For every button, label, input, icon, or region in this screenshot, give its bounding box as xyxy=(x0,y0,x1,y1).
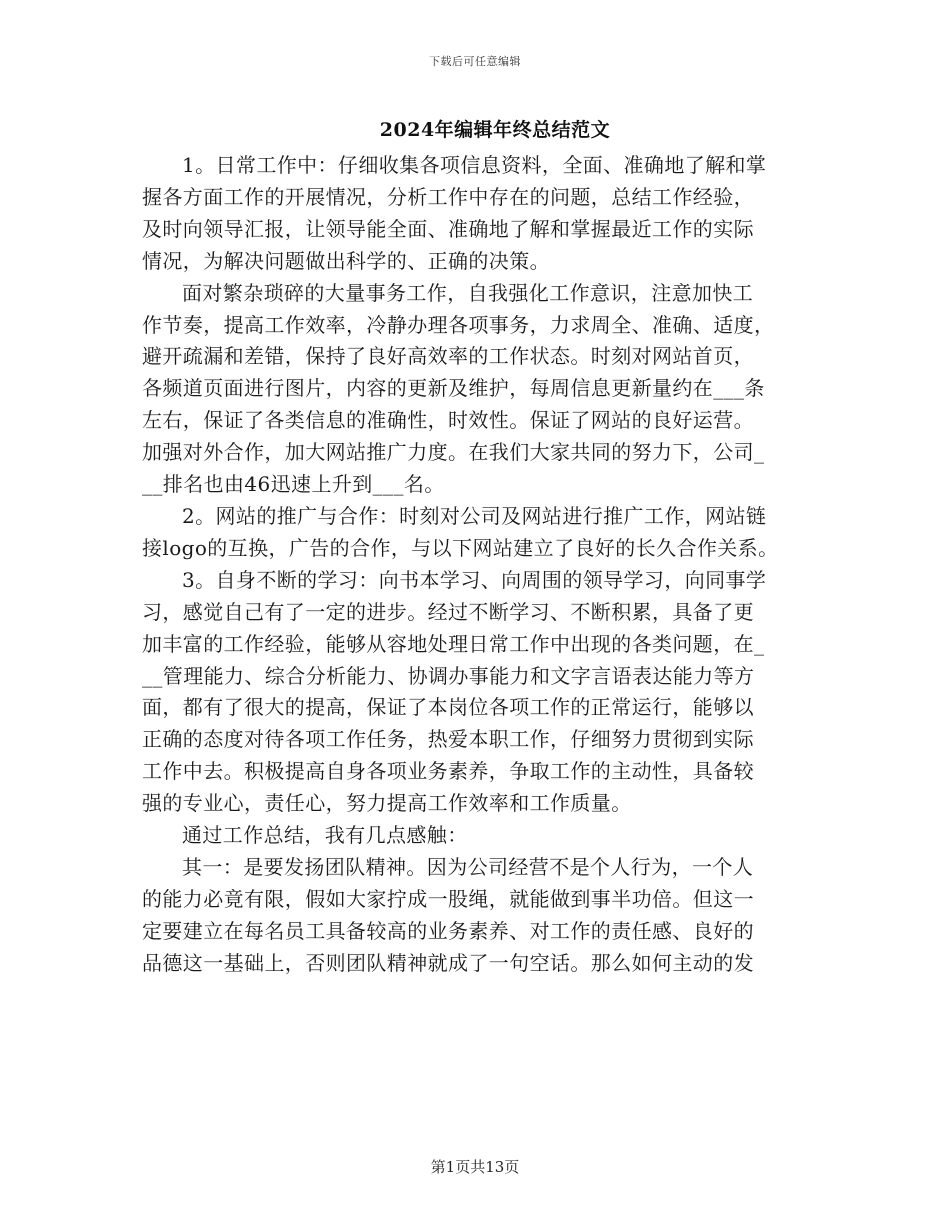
document-body xyxy=(142,150,810,980)
paragraph-workload: 面对繁杂琐碎的大量事务工作，自我强化工作意识，注意加快工 作节奏，提高工作效率，冷静办理各项事务，力求周全、准确、适度， 避开疏漏和差错，保持了良好高效率的工作状态。时刻对网站首页， 各频道页面进行图片，内容的更新及维护，每周信息更新量约在___条 左右，保证了各类信息的准确性，时效性。保证了网站的良好运营。 加强对外合作，加大网站推广力度。在我们大家共同的努力下，公司_ __排名也由46迅速上升到___名。 xyxy=(142,280,775,497)
paragraph-daily-work: 1。日常工作中：仔细收集各项信息资料，全面、准确地了解和掌 握各方面工作的开展情况，分析工作中存在的问题，总结工作经验， 及时向领导汇报，让领导能全面、准确地了解和掌握最近工作的实际 情况，为解决问题做出科学的、正确的决策。 xyxy=(142,153,767,273)
header-note: 下载后可任意编辑 xyxy=(429,55,521,68)
document-title: 2024年编辑年终总结范文 xyxy=(379,119,611,141)
paragraph-team-spirit: 其一：是要发扬团队精神。因为公司经营不是个人行为，一个人 的能力必竟有限，假如大家拧成一股绳，就能做到事半功倍。但这一 定要建立在每名员工具备较高的业务素养、对工作的责任感、良好的 品德这一基础上，否则团队精神就成了一句空话。那么如何主动的发 xyxy=(142,854,754,975)
paragraph-learning: 3。自身不断的学习：向书本学习、向周围的领导学习，向同事学 习，感觉自己有了一定的进步。经过不断学习、不断积累，具备了更 加丰富的工作经验，能够从容地处理日常工作中出现的各类问题，在_ __管理能力、综合分析能力、协调办事能力和文字言语表达能力等方 面，都有了很大的提高，保证了本岗位各项工作的正常运行，能够以 正确的态度对待各项工作任务，热爱本职工作，仔细努力贯彻到实际 工作中去。积极提高自身各项业务素养，争取工作的主动性，具备较 强的专业心，责任心，努力提高工作效率和工作质量。 xyxy=(142,567,767,816)
page-number: 第1页共13页 xyxy=(430,1158,520,1176)
paragraph-promotion: 2。网站的推广与合作：时刻对公司及网站进行推广工作，网站链 接logo的互换，广告的合作，与以下网站建立了良好的长久合作关系。 xyxy=(142,503,779,560)
paragraph-reflection-intro: 通过工作总结，我有几点感触： xyxy=(182,823,468,848)
